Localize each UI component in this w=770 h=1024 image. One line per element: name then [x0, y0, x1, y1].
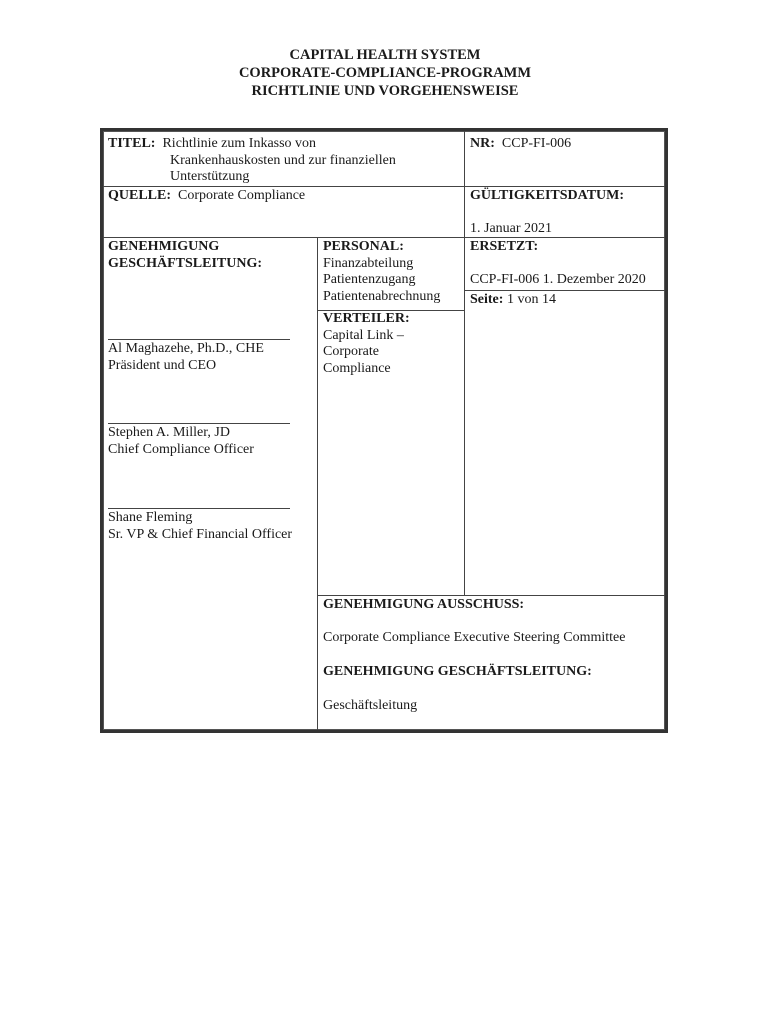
replaces-value: CCP-FI-006 1. Dezember 2020	[470, 272, 646, 287]
title-line-3: Unterstützung	[170, 169, 250, 184]
replaces-label: ERSETZT:	[470, 239, 539, 254]
signatory-name: Shane Fleming	[108, 510, 193, 525]
committee-label: GENEHMIGUNG AUSSCHUSS:	[323, 597, 525, 612]
page-cell	[470, 292, 556, 309]
distribution-line: Compliance	[323, 360, 391, 376]
doc-type: RICHTLINIE UND VORGEHENSWEISE	[251, 83, 519, 99]
divider	[317, 595, 665, 596]
exec-approval-value: Geschäftsleitung	[323, 698, 418, 713]
page-label: Seite:	[470, 292, 504, 307]
signature-line	[108, 423, 290, 424]
personnel-cell	[323, 239, 440, 305]
title-line-2: Krankenhauskosten und zur finanziellen	[170, 152, 396, 168]
signatory-name: Stephen A. Miller, JD	[108, 425, 230, 440]
number-cell	[470, 136, 571, 153]
signatory-2	[108, 425, 254, 458]
mgmt-approval-label-line-1: GENEHMIGUNG	[108, 239, 220, 254]
signatory-1	[108, 341, 264, 374]
org-name: CAPITAL HEALTH SYSTEM	[289, 47, 481, 63]
mgmt-approval-label	[108, 239, 262, 272]
title-cell	[108, 136, 396, 186]
document-header	[0, 46, 770, 100]
number-value: CCP-FI-006	[501, 136, 572, 151]
committee-value: Corporate Compliance Executive Steering Committee	[323, 630, 626, 645]
effective-date-label: GÜLTIGKEITSDATUM:	[470, 188, 625, 203]
distribution-label: VERTEILER:	[323, 311, 410, 326]
personnel-item: Finanzabteilung	[323, 255, 414, 271]
personnel-label: PERSONAL:	[323, 239, 404, 254]
signatory-3	[108, 510, 292, 543]
source-label: QUELLE:	[108, 188, 172, 203]
program-name: CORPORATE-COMPLIANCE-PROGRAMM	[238, 65, 532, 81]
mgmt-approval-label-line-2: GESCHÄFTSLEITUNG:	[108, 255, 263, 271]
divider	[464, 290, 665, 291]
distribution-line: Corporate	[323, 344, 379, 359]
exec-approval-label: GENEHMIGUNG GESCHÄFTSLEITUNG:	[323, 664, 592, 679]
divider	[103, 186, 665, 187]
distribution-cell	[323, 311, 410, 377]
personnel-item: Patientenzugang	[323, 272, 416, 287]
signatory-role: Sr. VP & Chief Financial Officer	[108, 526, 293, 542]
page-value: 1 von 14	[506, 292, 556, 307]
personnel-item: Patientenabrechnung	[323, 288, 441, 304]
effective-date-value: 1. Januar 2021	[470, 221, 553, 236]
title-line-1: Richtlinie zum Inkasso von	[162, 136, 317, 151]
signature-line	[108, 508, 290, 509]
signature-line	[108, 339, 290, 340]
title-label: TITEL:	[108, 136, 156, 151]
divider	[464, 131, 465, 595]
source-value: Corporate Compliance	[178, 188, 306, 203]
signatory-role: Chief Compliance Officer	[108, 441, 254, 457]
distribution-line: Capital Link –	[323, 327, 404, 343]
number-label: NR:	[470, 136, 495, 151]
signatory-name: Al Maghazehe, Ph.D., CHE	[108, 341, 264, 356]
divider	[103, 237, 665, 238]
source-cell	[108, 188, 305, 205]
signatory-role: Präsident und CEO	[108, 357, 217, 373]
